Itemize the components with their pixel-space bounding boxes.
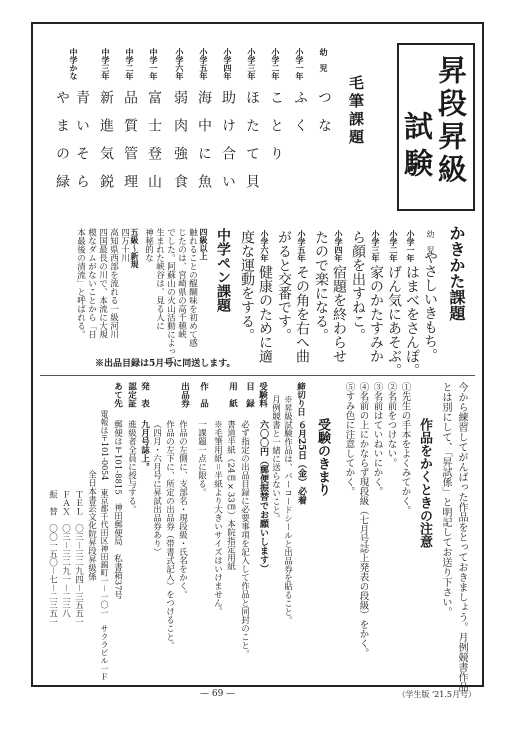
mh-grade-2: 小学二年 (271, 48, 281, 80)
pen-section-5: 五級〜新規 (130, 228, 140, 268)
mh-text-6: 弱 肉 強 食 (172, 90, 188, 188)
mh-grade-4: 小学四年 (223, 48, 233, 80)
kk-text-6: たので楽になる。 (313, 230, 329, 342)
kimari-label-12: 認定証 (126, 382, 137, 408)
mh-text-4: 助 け 合 い (220, 90, 236, 188)
kimari-heading: 受験のきまり (315, 418, 330, 496)
kk-text-8: がると交番です。 (276, 230, 292, 342)
sakuhin-item-2: ③名前はていねいにかく。 (371, 382, 383, 496)
kimari-tel: ＴＥＬ 〇三－三二九四－三五五一 (73, 490, 84, 627)
kimari-text-11: 九月号誌上。 (139, 420, 150, 471)
kk-text-1: はまべをさんぽ。 (404, 265, 420, 377)
kk-text-3: 家のかたすみか (368, 265, 384, 363)
pen-body4-2: でした。阿蘇山の火山活動によって (165, 228, 176, 364)
kimari-fax: ＦＡＸ 〇三－三二九一－二三八 (60, 490, 71, 618)
pen-heading: 中学ペン課題 (215, 228, 231, 312)
mh-grade-3: 小学三年 (247, 48, 257, 80)
pen-body5-0: 四万十川 (119, 228, 130, 262)
mh-text-7: 富 士 登 山 (146, 90, 162, 188)
title-box (397, 43, 475, 211)
page-title-sub: 試験 (400, 111, 434, 185)
sakuhin-item-0: ①先生の手本をよくみてかく。 (399, 382, 411, 515)
kk-grade-2: 小学二年 (389, 230, 399, 262)
kimari-furikae: 振 替 〇〇一五〇－七－二三五一 (47, 490, 58, 627)
kimari-label-5: 用 紙 (227, 382, 238, 408)
pen-body4-3: 生まれた峡谷は、見る人に (154, 228, 165, 330)
kk-text-7: その角を右へ曲 (294, 265, 310, 363)
kimari-label-8: 出品券 (179, 382, 190, 408)
section-divider (40, 375, 475, 376)
mh-grade-1: 小学一年 (295, 48, 305, 80)
kimari-label-4: 目 録 (244, 382, 255, 408)
kk-grade-1: 小学一年 (406, 230, 416, 262)
pen-body4-0: 触れることの醍醐味を初めて感 (187, 228, 198, 347)
kk-grade-5: 小学四年 (334, 230, 344, 262)
kimari-text-5: 書道半紙（24㎝×33㎝）本院指定用紙 (225, 420, 236, 571)
pen-section-4: 四級以上 (199, 228, 209, 260)
kk-grade-0: 幼 児 (426, 230, 435, 254)
mh-text-1: ふ く (292, 90, 308, 132)
kimari-text-1: ※昇級試験作品は、バーコードシールと出品券を貼ること。 (282, 395, 293, 625)
kimari-text-2: 月例競書と一緒に送らないこと。 (270, 395, 281, 523)
mh-grade-8: 中学二年 (125, 48, 135, 80)
pen-body5-2: 四国最長の川で、本流に大規 (97, 228, 108, 339)
kimari-text-9: 作品の左下に、所定の出品券（帯書式記入）をつけること。 (164, 420, 175, 650)
mh-grade-5: 小学五年 (199, 48, 209, 80)
page-title: 昇段昇級 (434, 55, 468, 187)
kimari-text-12: 進級者全員に授与する。 (126, 420, 137, 514)
page-number: — 69 — (200, 689, 236, 699)
sakuhin-item-1: ②名前をつけない。 (385, 382, 397, 468)
mh-text-9: 新 進 気 鋭 (98, 90, 114, 188)
sakuhin-heading: 作品をかくときの注意 (417, 418, 432, 548)
kimari-label-13: あて先 (112, 382, 123, 408)
kk-text-5: 宿題を終わらせ (331, 265, 347, 363)
kakikata-heading: かきかた課題 (447, 225, 466, 321)
mh-text-5: 海 中 に 魚 (196, 90, 212, 188)
mh-text-2: こ と り (268, 90, 284, 160)
kk-text-10: 度な運動をする。 (239, 230, 255, 342)
kimari-org: 全日本書芸文化院昇段昇級係 (86, 470, 97, 581)
mh-text-3: ほ た て 貝 (244, 90, 260, 188)
kimari-postal: 電報は〒101-0054 東京都千代田区神田錦町一－一〇一 サクラビル一Ｆ (100, 410, 109, 681)
mohitsu-heading: 毛筆課題 (347, 75, 365, 147)
kimari-label-7: 作 品 (198, 382, 209, 408)
kimari-text-4: 必ず指定の出品目録に必要事項を記入して作品と同封のこと。 (239, 420, 250, 658)
mh-text-10: 青 い そ ら (74, 90, 90, 188)
mh-grade-7: 中学一年 (149, 48, 159, 80)
kimari-text-0: ６月25日（金）必着 (296, 420, 306, 505)
kk-grade-3: 小学三年 (371, 230, 381, 262)
kimari-text-7: 一課題一点に限る。 (196, 420, 207, 497)
mh-grade-0: 幼 児 (319, 48, 329, 72)
mh-text-11: や ま の 緑 (54, 90, 70, 188)
catalog-note: ※出品目録は5月号に同送します。 (95, 359, 236, 369)
kimari-label-11: 発 表 (139, 382, 150, 408)
pen-body4-1: じたのは、宮崎県の高千穂峡 (176, 228, 187, 339)
kimari-text-13: 郵便は〒101-8815 神田郵便局 私書箱37号 (112, 420, 123, 600)
kk-grade-7: 小学五年 (297, 230, 307, 262)
pen-body5-4: 本最後の清流」と呼ばれる。 (75, 228, 86, 339)
kimari-text-3: 六〇〇円（郵便振替でお願いします） (258, 420, 268, 573)
intro-line-0: 今から練習してがんばった作品をとっておきましょう。月例競書作品 (456, 382, 467, 692)
mh-grade-10: 中学かな (69, 48, 79, 80)
intro-line-1: とは別にして、「昇試係」と明記してお送り下さい。 (440, 382, 451, 617)
kimari-text-8: 作品の左側に、支部名・現段級・氏名をかく。 (177, 420, 188, 599)
mh-grade-9: 中学三年 (101, 48, 111, 80)
kimari-text-6: ※毛筆用紙＝半紙より大きいサイズはいけません。 (212, 420, 223, 616)
pen-body5-1: 高知県西部を流れる一級河川 (108, 228, 119, 339)
kk-text-4: ら顔を出すねこ。 (350, 230, 366, 342)
sakuhin-item-3: ④名前の上にかならず現段級（七月号誌上発表の段級）をかく。 (357, 382, 369, 658)
mh-text-8: 品 質 管 理 (122, 90, 138, 188)
mh-grade-6: 小学六年 (175, 48, 185, 80)
sakuhin-item-4: ⑤すみ色に注意してかく。 (343, 382, 355, 496)
pen-body5-3: 模なダムがないことから「日 (86, 228, 97, 339)
kimari-label-3: 受験料 (257, 382, 268, 408)
kk-text-0: やさしいきもち。 (422, 250, 438, 362)
edition-label: （学生版 '21.5月号） (397, 690, 476, 699)
pen-body4-4: 神秘的な (143, 228, 154, 262)
kk-text-9: 健康のために適 (257, 265, 273, 363)
kimari-label-0: 締切り日 (295, 382, 306, 416)
kimari-text-10: （四月・六月号に昇試出品券あり） (151, 420, 162, 556)
kk-grade-9: 小学六年 (260, 230, 270, 262)
mh-text-0: つ な (316, 90, 332, 132)
kk-text-2: げん気にあそぶ。 (386, 265, 402, 377)
